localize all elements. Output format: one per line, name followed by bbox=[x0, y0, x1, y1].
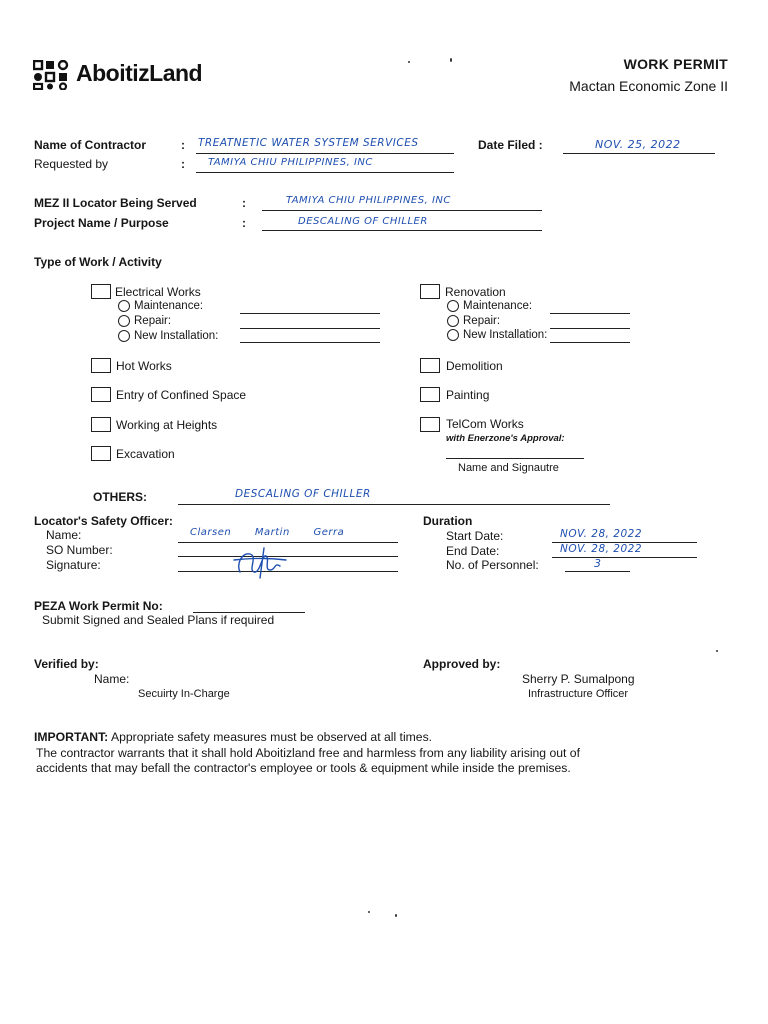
verified-by-label: Verified by: bbox=[34, 657, 99, 671]
renovation-repair-label: Repair: bbox=[463, 315, 501, 327]
excavation-label: Excavation bbox=[116, 447, 175, 461]
scan-speck bbox=[450, 58, 452, 62]
renovation-new-install-label: New Installation: bbox=[463, 329, 548, 341]
confined-space-checkbox[interactable] bbox=[91, 387, 111, 402]
locator-colon: : bbox=[242, 196, 246, 210]
so-number-label: SO Number: bbox=[46, 543, 113, 557]
brand-name: AboitizLand bbox=[76, 60, 203, 86]
telcom-works-label: TelCom Works bbox=[446, 417, 524, 431]
scan-speck bbox=[716, 650, 718, 652]
approver-role: Infrastructure Officer bbox=[528, 688, 629, 700]
important-line2: The contractor warrants that it shall hold Aboitizland free and harmless from any liability arising out of bbox=[36, 745, 580, 760]
hot-works-checkbox[interactable] bbox=[91, 358, 111, 373]
renovation-label: Renovation bbox=[445, 285, 506, 299]
end-date-label: End Date: bbox=[446, 544, 500, 558]
demolition-checkbox[interactable] bbox=[420, 358, 440, 373]
important-line3: accidents that may befall the contractor's employee or tools & equipment while inside the premises. bbox=[36, 761, 571, 775]
end-date-value[interactable]: NOV. 28, 2022 bbox=[560, 543, 643, 555]
electrical-maintenance-label: Maintenance: bbox=[134, 300, 204, 312]
work-type-heading: Type of Work / Activity bbox=[34, 255, 162, 269]
contractor-underline bbox=[196, 153, 454, 154]
duration-heading: Duration bbox=[423, 514, 473, 528]
important-label: IMPORTANT: bbox=[34, 730, 109, 744]
others-label: OTHERS: bbox=[93, 490, 147, 504]
important-notice bbox=[34, 730, 580, 777]
electrical-new-install-radio[interactable] bbox=[118, 330, 130, 342]
verified-name-label: Name: bbox=[94, 672, 130, 686]
peza-note: Submit Signed and Sealed Plans if required bbox=[42, 613, 275, 627]
name-signature-caption: Name and Signautre bbox=[458, 462, 559, 474]
aboitizland-logo-icon bbox=[33, 60, 71, 90]
date-filed-value[interactable]: NOV. 25, 2022 bbox=[595, 138, 681, 151]
electrical-new-install-label: New Installation: bbox=[134, 330, 219, 342]
electrical-maintenance-radio[interactable] bbox=[118, 300, 130, 312]
so-signature-label: Signature: bbox=[46, 558, 101, 572]
electrical-repair-radio[interactable] bbox=[118, 315, 130, 327]
renovation-maintenance-radio[interactable] bbox=[447, 300, 459, 312]
verified-role: Secuirty In-Charge bbox=[138, 688, 230, 700]
start-date-label: Start Date: bbox=[446, 529, 504, 543]
others-value[interactable]: DESCALING OF CHILLER bbox=[235, 488, 371, 500]
painting-label: Painting bbox=[446, 388, 490, 402]
contractor-label: Name of Contractor bbox=[34, 138, 147, 152]
document-location: Mactan Economic Zone II bbox=[569, 78, 728, 94]
contractor-colon: : bbox=[181, 138, 185, 152]
end-date-underline bbox=[552, 557, 697, 558]
renovation-repair-line bbox=[550, 328, 630, 329]
date-filed-label: Date Filed : bbox=[478, 138, 543, 152]
scan-speck bbox=[395, 914, 397, 917]
personnel-value[interactable]: 3 bbox=[594, 557, 602, 570]
peza-permit-label: PEZA Work Permit No: bbox=[34, 599, 163, 613]
electrical-repair-label: Repair: bbox=[134, 315, 172, 327]
contractor-value[interactable]: TREATNETIC WATER SYSTEM SERVICES bbox=[198, 137, 419, 149]
so-name-value[interactable]: Clarsen Martin Gerra bbox=[190, 527, 345, 538]
start-date-value[interactable]: NOV. 28, 2022 bbox=[560, 528, 643, 540]
renovation-new-install-line bbox=[550, 342, 630, 343]
renovation-maintenance-line bbox=[550, 313, 630, 314]
painting-checkbox[interactable] bbox=[420, 387, 440, 402]
confined-space-label: Entry of Confined Space bbox=[116, 388, 247, 402]
renovation-checkbox[interactable] bbox=[420, 284, 440, 299]
renovation-new-install-radio[interactable] bbox=[447, 329, 459, 341]
electrical-works-label: Electrical Works bbox=[115, 285, 201, 299]
project-colon: : bbox=[242, 216, 246, 230]
electrical-maintenance-line bbox=[240, 313, 380, 314]
working-heights-label: Working at Heights bbox=[116, 418, 218, 432]
demolition-label: Demolition bbox=[446, 359, 503, 373]
requested-by-colon: : bbox=[181, 157, 185, 171]
excavation-checkbox[interactable] bbox=[91, 446, 111, 461]
personnel-underline bbox=[565, 571, 630, 572]
approved-by-label: Approved by: bbox=[423, 657, 501, 671]
locator-underline bbox=[262, 210, 542, 211]
approver-name: Sherry P. Sumalpong bbox=[522, 672, 635, 686]
project-value[interactable]: DESCALING OF CHILLER bbox=[298, 216, 428, 227]
electrical-repair-line bbox=[240, 328, 380, 329]
requested-by-label: Requested by bbox=[34, 157, 109, 171]
personnel-label: No. of Personnel: bbox=[446, 558, 539, 572]
brand-logo bbox=[33, 60, 233, 92]
electrical-new-install-line bbox=[240, 342, 380, 343]
project-underline bbox=[262, 230, 542, 231]
important-line1: Appropriate safety measures must be observed at all times. bbox=[110, 730, 433, 744]
renovation-repair-radio[interactable] bbox=[447, 315, 459, 327]
working-heights-checkbox[interactable] bbox=[91, 417, 111, 432]
so-name-label: Name: bbox=[46, 528, 82, 542]
enerzone-approval-line bbox=[446, 458, 584, 459]
hot-works-label: Hot Works bbox=[116, 359, 172, 373]
safety-officer-heading: Locator's Safety Officer: bbox=[34, 514, 173, 528]
enerzone-approval-label: with Enerzone's Approval: bbox=[446, 433, 565, 444]
telcom-works-checkbox[interactable] bbox=[420, 417, 440, 432]
signature-scribble-icon bbox=[230, 540, 290, 580]
renovation-maintenance-label: Maintenance: bbox=[463, 300, 533, 312]
scan-speck bbox=[408, 61, 410, 63]
document-title: WORK PERMIT bbox=[623, 56, 728, 72]
locator-label: MEZ II Locator Being Served bbox=[34, 196, 197, 210]
others-underline bbox=[178, 504, 610, 505]
requested-by-underline bbox=[196, 172, 454, 173]
date-filed-underline bbox=[563, 153, 715, 154]
locator-value[interactable]: TAMIYA CHIU PHILIPPINES, INC bbox=[286, 195, 451, 206]
electrical-works-checkbox[interactable] bbox=[91, 284, 111, 299]
scan-speck bbox=[368, 911, 370, 913]
requested-by-value[interactable]: TAMIYA CHIU PHILIPPINES, INC bbox=[208, 157, 373, 168]
project-label: Project Name / Purpose bbox=[34, 216, 169, 230]
